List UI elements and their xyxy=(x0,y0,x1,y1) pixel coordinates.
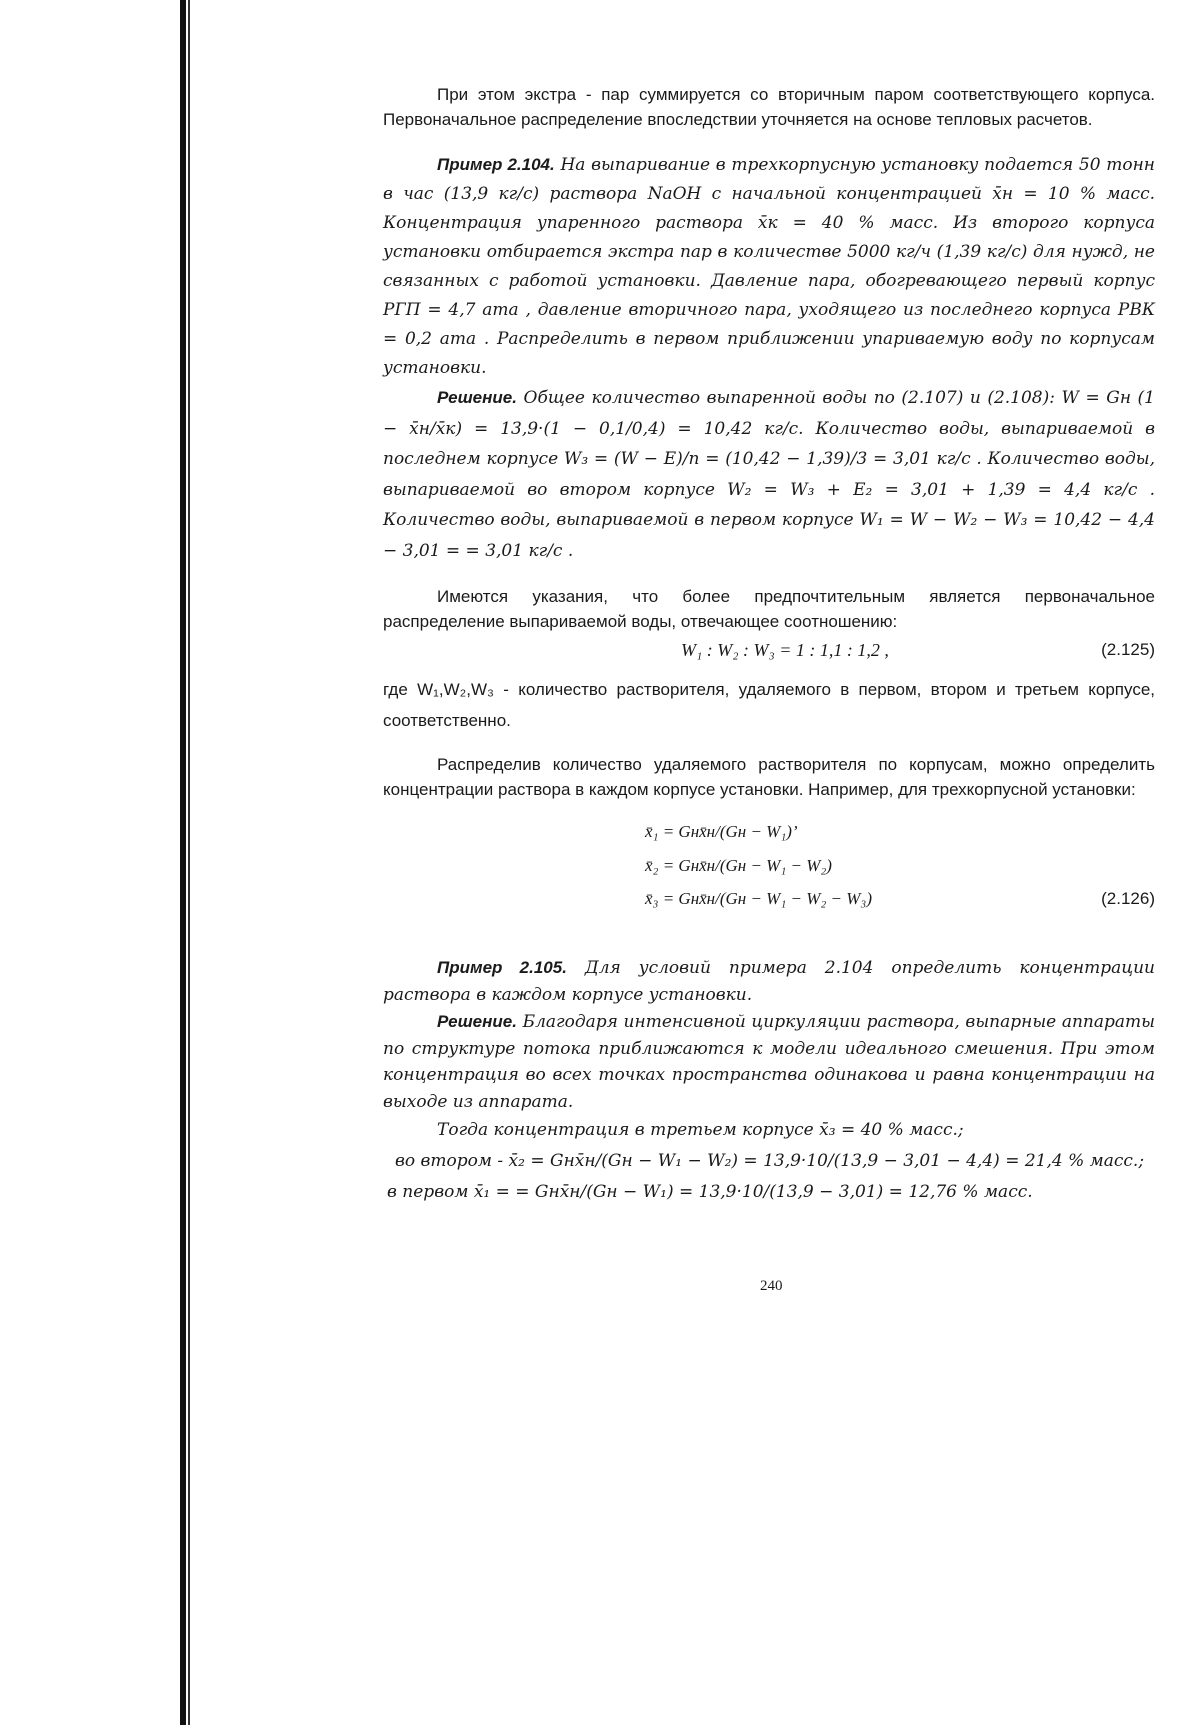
solution-2-104 xyxy=(383,383,1155,566)
paragraph-distribution: Распределив количество удаляемого растворителя по корпусам, можно определить концентрации раствора в каждом корпусе установки. Например, для трехкорпусной установки: xyxy=(383,755,1155,799)
binding-edge xyxy=(180,0,186,1725)
solution-2-105 xyxy=(383,1009,1155,1115)
example-text: На выпаривание в трехкорпусную установку подается 50 тонн в час (13,9 кг/с) раствора NaOH с начальной концентрацией x̄н = 10 % масс. Концентрация упаренного раствора x̄к = 40 % масс. Из второго корпуса установки отбирается экстра пар в количестве 5000 кг/ч (1,39 кг/с) для нужд, не связанных с работой установки. Давление пара, обогревающего первый корпус PГП = 4,7 ата , давление вторичного пара, уходящего из последнего корпуса PВК = 0,2 ата . Распределить в первом приближении упариваемую воду по корпусам установки. xyxy=(383,155,1156,378)
solution-line-second: во втором - x̄₂ = Gнx̄н/(Gн − W₁ − W₂) = 13,9·10/(13,9 − 3,01 − 4,4) = 21,4 % масс.; xyxy=(395,1151,1145,1171)
example-text: Для условий примера 2.104 определить концентрации раствора в каждом корпусе установки. xyxy=(383,958,1155,1005)
example-2-105 xyxy=(383,954,1155,1009)
page-content xyxy=(383,82,1155,1208)
equation-2-125 xyxy=(383,634,1155,668)
equation-line-2: x̄₂ = Gнx̄н/(Gн − W₁ − W₂) xyxy=(645,856,832,875)
equation-text: W₁ : W₂ : W₃ = 1 : 1,1 : 1,2 , xyxy=(681,640,889,660)
equation-2-126 xyxy=(383,816,1155,924)
example-2-104 xyxy=(383,150,1155,383)
solution-label: Решение. xyxy=(437,388,517,407)
paragraph-preferred-distribution: Имеются указания, что более предпочтительным является первоначальное распределение выпариваемой воды, отвечающее соотношению: xyxy=(383,587,1155,631)
example-label: Пример 2.104. xyxy=(437,155,555,174)
equation-line-1: x̄₁ = Gнx̄н/(Gн − W₁)’ xyxy=(645,822,798,841)
solution-line-first: в первом x̄₁ = = Gнx̄н/(Gн − W₁) = 13,9·10/(13,9 − 3,01) = 12,76 % масс. xyxy=(387,1182,1033,1202)
paragraph-where: где W₁,W₂,W₃ - количество растворителя, удаляемого в первом, втором и третьем корпусе, соответственно. xyxy=(383,680,1155,730)
solution-text: Общее количество выпаренной воды по (2.107) и (2.108): W = Gн (1 − x̄н/x̄к) = 13,9·(1 − 0,1/0,4) = 10,42 кг/с. Количество воды, выпариваемой в последнем корпусе W₃ = (W − E)/n = (10,42 − 1,39)/3 = 3,01 кг/с . Количество воды, выпариваемой во втором корпусе W₂ = W₃ + E₂ = 3,01 + 1,39 = 4,4 кг/с . Количество воды, выпариваемой в первом корпусе W₁ = W − W₂ − W₃ = 10,42 − 4,4 − 3,01 = = 3,01 кг/с . xyxy=(383,388,1155,561)
solution-label: Решение. xyxy=(437,1012,517,1031)
equation-number: (2.125) xyxy=(1101,640,1155,659)
solution-text: Благодаря интенсивной циркуляции раствора, выпарные аппараты по структуре потока приближаются к модели идеального смешения. При этом концентрация во всех точках пространства одинакова и равна концентрации на выходе из аппарата. xyxy=(383,1012,1155,1112)
binding-edge-shadow xyxy=(188,0,190,1725)
equation-number: (2.126) xyxy=(1101,889,1155,908)
solution-line-third: Тогда концентрация в третьем корпусе x̄₃ = 40 % масс.; xyxy=(437,1120,964,1140)
equation-line-3: x̄₃ = Gнx̄н/(Gн − W₁ − W₂ − W₃) xyxy=(645,889,873,908)
example-label: Пример 2.105. xyxy=(437,958,567,977)
paragraph-extra-steam: При этом экстра - пар суммируется со вторичным паром соответствующего корпуса. Первоначальное распределение впоследствии уточняется на основе тепловых расчетов. xyxy=(383,85,1155,129)
page-number: 240 xyxy=(760,1278,783,1294)
